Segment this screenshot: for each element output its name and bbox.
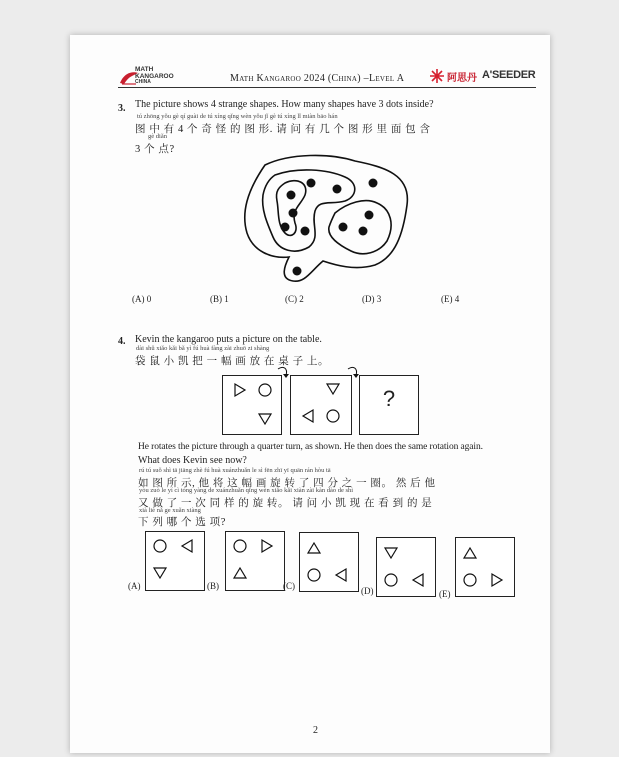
triangle-left-icon bbox=[182, 540, 192, 552]
dot bbox=[359, 227, 368, 236]
q4-chinese-1: 袋 鼠 小 凯 把 一 幅 画 放 在 桌 子 上。 bbox=[135, 356, 330, 367]
q3-pinyin-1: tú zhōng yǒu gè qí guài de tú xíng qǐng wèn yǒu jǐ gè tú xíng lǐ miàn bāo hán bbox=[137, 113, 338, 120]
brand-chinese: 阿思丹 bbox=[447, 73, 477, 84]
q4-pinyin-3: yòu zuò le yí cì tóng yàng de xuánzhuǎn qǐng wèn xiǎo kǎi xiàn zài kàn dào de shì bbox=[139, 487, 354, 494]
q4-picture-2 bbox=[290, 375, 352, 435]
q4-text-2: He rotates the picture through a quarter turn, as shown. He then does the same rotation again. bbox=[138, 442, 483, 452]
dot bbox=[287, 191, 296, 200]
page-number: 2 bbox=[313, 725, 318, 736]
outer-shape bbox=[245, 155, 408, 281]
question-mark: ? bbox=[382, 386, 396, 411]
triangle-up-icon bbox=[234, 568, 246, 578]
circle-icon bbox=[259, 384, 271, 396]
q4-chinese-4: 下 列 哪 个 选 项? bbox=[138, 517, 226, 528]
triangle-up-icon bbox=[308, 543, 320, 553]
q4-pinyin-4: xià liè nǎ ge xuǎn xiàng bbox=[139, 507, 201, 514]
dot bbox=[365, 211, 374, 220]
q4-choice-d-box[interactable] bbox=[376, 537, 436, 597]
dot bbox=[333, 185, 342, 194]
q4-text-3: What does Kevin see now? bbox=[138, 455, 247, 466]
header bbox=[118, 65, 536, 88]
picture-2-shapes bbox=[291, 376, 351, 434]
brand-english: A'SEEDER bbox=[482, 69, 536, 81]
rotate-arrow-1-icon bbox=[276, 365, 290, 379]
q4-choice-a-box[interactable] bbox=[145, 531, 205, 591]
q4-text: Kevin the kangaroo puts a picture on the table. bbox=[135, 334, 322, 345]
triangle-up-icon bbox=[464, 548, 476, 558]
triangle-right-icon bbox=[262, 540, 272, 552]
q3-pinyin-2: gè diǎn bbox=[148, 133, 167, 140]
q3-choice-e[interactable]: (E) 4 bbox=[441, 294, 460, 304]
triangle-down-icon bbox=[259, 414, 271, 424]
circle-icon bbox=[464, 574, 476, 586]
picture-1-shapes bbox=[223, 376, 281, 434]
q4-picture-1 bbox=[222, 375, 282, 435]
dot bbox=[307, 179, 316, 188]
page-title: Math Kangaroo 2024 (China) –Level A bbox=[230, 73, 405, 84]
dot bbox=[289, 209, 298, 218]
q4-choice-b-label[interactable]: (B) bbox=[207, 581, 219, 591]
q3-choice-a[interactable]: (A) 0 bbox=[132, 294, 152, 304]
triangle-left-icon bbox=[413, 574, 423, 586]
circle-icon bbox=[234, 540, 246, 552]
q4-pinyin-1: dài shǔ xiǎo kǎi bǎ yì fú huà fàng zài zhuō zi shàng bbox=[136, 345, 270, 352]
dot bbox=[301, 227, 310, 236]
logo-line-1: MATH bbox=[135, 66, 154, 73]
q4-picture-unknown bbox=[359, 375, 419, 435]
q3-text: The picture shows 4 strange shapes. How many shapes have 3 dots inside? bbox=[135, 99, 434, 110]
triangle-down-icon bbox=[327, 384, 339, 394]
q4-chinese-2: 如 图 所 示, 他 将 这 幅 画 旋 转 了 四 分 之 一 圈。 然 后 他 bbox=[138, 478, 436, 489]
q3-choice-c[interactable]: (C) 2 bbox=[285, 294, 304, 304]
dot bbox=[293, 267, 302, 276]
q3-chinese-2: 3 个 点? bbox=[135, 144, 175, 155]
q4-choice-e-box[interactable] bbox=[455, 537, 515, 597]
q4-choice-c-box[interactable] bbox=[299, 532, 359, 592]
inner-shape-3 bbox=[329, 201, 391, 254]
logo-line-3: CHINA bbox=[135, 79, 151, 85]
q4-pinyin-2: rú tú suǒ shì tā jiāng zhè fú huà xuánzhuǎn le sì fēn zhī yī quān rán hòu tā bbox=[139, 467, 331, 474]
circle-icon bbox=[308, 569, 320, 581]
triangle-down-icon bbox=[154, 568, 166, 578]
exam-page bbox=[70, 35, 550, 753]
triangle-down-icon bbox=[385, 548, 397, 558]
circle-icon bbox=[154, 540, 166, 552]
dot bbox=[281, 223, 290, 232]
q4-choice-d-label[interactable]: (D) bbox=[361, 586, 374, 596]
circle-icon bbox=[327, 410, 339, 422]
q3-chinese-1: 图 中 有 4 个 奇 怪 的 图 形. 请 问 有 几 个 图 形 里 面 包 含 bbox=[135, 124, 431, 135]
q4-choice-e-label[interactable]: (E) bbox=[439, 589, 451, 599]
triangle-left-icon bbox=[303, 410, 313, 422]
spark-icon bbox=[430, 69, 444, 83]
logo-line-2: KANGAROO bbox=[135, 72, 174, 80]
q3-shapes-figure bbox=[235, 153, 415, 288]
q4-chinese-3: 又 做 了 一 次 同 样 的 旋 转。 请 问 小 凯 现 在 看 到 的 是 bbox=[138, 498, 433, 509]
circle-icon bbox=[385, 574, 397, 586]
triangle-right-icon bbox=[235, 384, 245, 396]
q3-choice-d[interactable]: (D) 3 bbox=[362, 294, 382, 304]
q3-number: 3. bbox=[118, 103, 126, 114]
q4-choice-a-label[interactable]: (A) bbox=[128, 581, 141, 591]
q4-choice-c-label[interactable]: (C) bbox=[283, 581, 295, 591]
q4-choice-b-box[interactable] bbox=[225, 531, 285, 591]
triangle-left-icon bbox=[336, 569, 346, 581]
q3-choice-b[interactable]: (B) 1 bbox=[210, 294, 229, 304]
rotate-arrow-2-icon bbox=[346, 365, 360, 379]
dot bbox=[339, 223, 348, 232]
triangle-right-icon bbox=[492, 574, 502, 586]
q4-number: 4. bbox=[118, 336, 126, 347]
dot bbox=[369, 179, 378, 188]
